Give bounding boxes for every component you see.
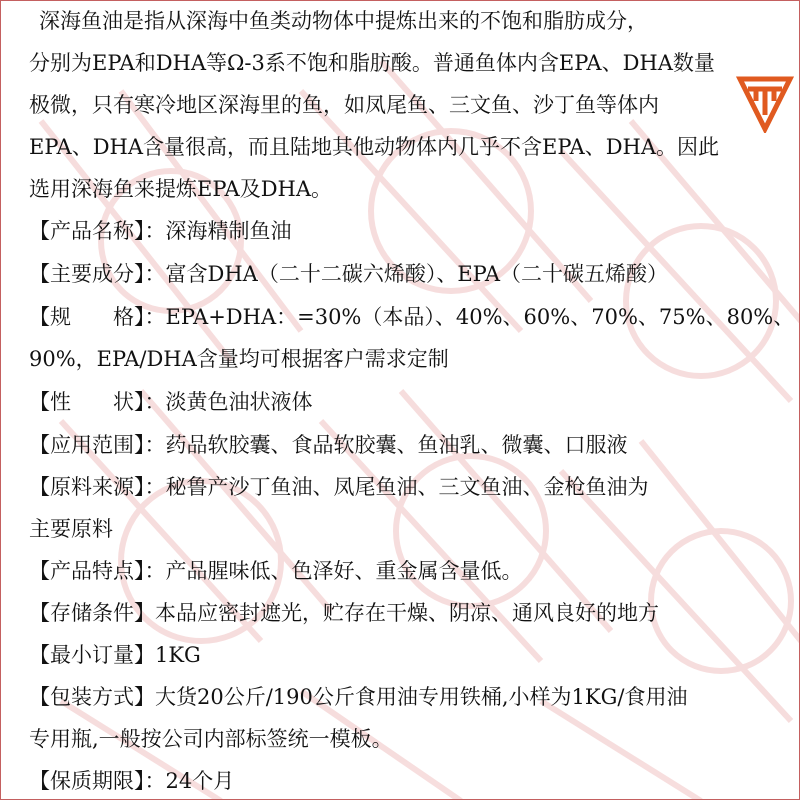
- appearance-line: 【性 状】：淡黄色油状液体: [29, 390, 313, 414]
- application-line: 【应用范围】：药品软胶囊、食品软胶囊、鱼油乳、微囊、口服液: [29, 433, 628, 457]
- minimum-order-line: 【最小订量】1KG: [29, 643, 201, 667]
- company-logo-icon: [736, 75, 794, 133]
- shelf-life-line: 【保质期限】：24个月: [29, 769, 235, 793]
- packaging-line: 【包装方式】大货20公斤/190公斤食用油专用铁桶,小样为1KG/食用油: [29, 685, 688, 709]
- storage-line: 【存储条件】本品应密封遮光，贮存在干燥、阴凉、通风良好的地方: [29, 601, 659, 625]
- specification-line: 【规 格】：EPA+DHA：=30%（本品）、40%、60%、70%、75%、80%、: [29, 305, 795, 329]
- intro-line-1: 深海鱼油是指从深海中鱼类动物体中提炼出来的不饱和脂肪成分，: [39, 9, 648, 33]
- intro-line-2: 分别为EPA和DHA等Ω-3系不饱和脂肪酸。普通鱼体内含EPA、DHA数量: [29, 51, 715, 75]
- packaging-line-continued: 专用瓶,一般按公司内部标签统一模板。: [29, 727, 393, 751]
- product-name-line: 【产品名称】：深海精制鱼油: [29, 219, 292, 243]
- main-ingredients-line: 【主要成分】：富含DHA（二十二碳六烯酸）、EPA（二十碳五烯酸）: [29, 262, 669, 286]
- intro-line-3: 极微，只有寒冷地区深海里的鱼，如凤尾鱼、三文鱼、沙丁鱼等体内: [29, 93, 659, 117]
- raw-material-line: 【原料来源】：秘鲁产沙丁鱼油、凤尾鱼油、三文鱼油、金枪鱼油为: [29, 475, 649, 499]
- product-features-line: 【产品特点】：产品腥味低、色泽好、重金属含量低。: [29, 559, 523, 583]
- intro-line-4: EPA、DHA含量很高，而且陆地其他动物体内几乎不含EPA、DHA。因此: [29, 135, 720, 159]
- specification-line-continued: 90%，EPA/DHA含量均可根据客户需求定制: [29, 347, 449, 371]
- intro-line-5: 选用深海鱼来提炼EPA及DHA。: [29, 177, 333, 201]
- raw-material-line-continued: 主要原料: [29, 517, 113, 541]
